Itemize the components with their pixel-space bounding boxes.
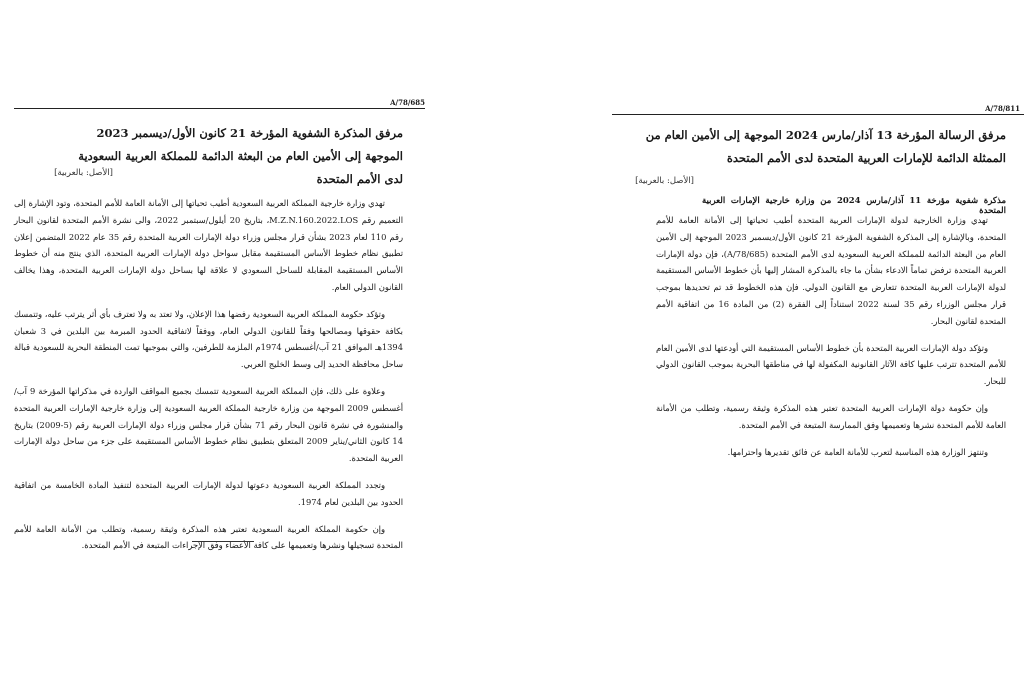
- original-language-note: [الأصل: بالعربية]: [54, 168, 113, 178]
- left-document-page: [0, 96, 425, 656]
- body-paragraph: وإن حكومة دولة الإمارات العربية المتحدة تعتبر هذه المذكرة وثيقة رسمية، وتطلب من الأمانة العامة للأمم المتحدة نشرها وتعميمها وفق الممارسة المتبعة في الأمم المتحدة.: [656, 402, 1006, 430]
- body-paragraph: تهدي وزارة خارجية المملكة العربية السعودية أطيب تحياتها إلى الأمانة العامة للأمم المتحدة، وتود الإشارة إلى التعميم رقم M.Z.N.160.2022.LOS، بتاريخ 20 أيلول/سبتمبر 2022، والى نشرة الأمم المتحدة لقانون البحار رقم 110 لعام 2023 بشأن قرار مجلس وزراء دولة الإمارات العربية المتحدة رقم 35 عام 2022 المتضمن إعلان تطبيق نظام خطوط الأساس المستقيمة مقابل سواحل دولة الإمارات العربية المتحدة، الذي ينتج منه أن خطوط الأساس المستقيمة المقابلة للساحل السعودي لا علاقة لها بساحل دولة الإمارات العربية المتحدة، وهذا يخالف القانون الدولي العام.: [14, 198, 403, 292]
- document-title: مرفق الرسالة المؤرخة 13 آذار/مارس 2024 الموجهة إلى الأمين العام من الممثلة الدائمة للإمارات العربية المتحدة لدى الأمم المتحدة: [645, 128, 1006, 165]
- body-paragraph: وعلاوة على ذلك، فإن المملكة العربية السعودية تتمسك بجميع المواقف الواردة في مذكراتها المؤرخة 9 آب/أغسطس 2009 الموجهة من وزارة خارجية المملكة العربية السعودية إلى وزارة خارجية الإمارات العربية المتحدة والمنشورة في نشرة قانون البحار رقم 71 بشأن قرار مجلس وزراء دولة الإمارات العربية رقم (5-2009) بتاريخ 14 كانون الثاني/يناير 2009 المتعلق بتطبيق نظام خطوط الأساس المستقيمة على جزء من ساحل دولة الإمارات العربية المتحدة.: [14, 385, 403, 464]
- document-title: مرفق المذكرة الشفوية المؤرخة 21 كانون الأول/ديسمبر 2023 الموجهة إلى الأمين العام من البعثة الدائمة للمملكة العربية السعودية لدى الأمم المتحدة: [78, 126, 403, 186]
- document-symbol: A/78/685: [390, 98, 425, 107]
- right-document-page: [612, 104, 1024, 574]
- original-language-note: [الأصل: بالعربية]: [635, 176, 694, 186]
- header-rule: [612, 114, 1024, 115]
- body-paragraph: تهدي وزارة الخارجية لدولة الإمارات العربية المتحدة أطيب تحياتها إلى الأمانة العامة للأمم المتحدة، وبالإشارة إلى المذكرة الشفوية المؤرخة 21 كانون الأول/ديسمبر 2023 الموجهة إلى الأمين العام من البعثة الدائمة للمملكة العربية السعودية لدى الأمم المتحدة (A/78/685)، فإن دولة الإمارات العربية المتحدة ترفض تماماً الادعاء بشأن ما جاء بالمذكرة المشار إليها بأن خطوط الأساس المستقيمة لدولة الإمارات العربية المتحدة تتعارض مع القانون الدولي. فإن هذه الخطوط قد تم تحديدها بموجب قرار مجلس الوزراء رقم 35 لسنة 2022 استناداً إلى الفقرة (2) من المادة 16 من اتفاقية الأمم المتحدة لقانون البحار.: [656, 215, 1007, 326]
- body-paragraph: وتؤكد حكومة المملكة العربية السعودية رفضها هذا الإعلان، ولا تعتد به ولا تعترف بأي أثر يترتب عليه، وتتمسك بكافة حقوقها ومصالحها وفقاً للقانون الدولي العام، ووفقاً لاتفاقية الحدود المبرمة بين البلدين في 3 شعبان 1394هـ الموافق 21 آب/أغسطس 1974م الملزمة للطرفين، والتي بموجبها تمت المنطقة البحرية للسعودية قبالة ساحل محافظة الحديد إلى وسط الخليج العربي.: [14, 308, 403, 370]
- body-paragraph: وتنتهز الوزارة هذه المناسبة لتعرب للأمانة العامة عن فائق تقديرها واحترامها.: [727, 446, 988, 457]
- body-paragraph: وتؤكد دولة الإمارات العربية المتحدة بأن خطوط الأساس المستقيمة التي أودعتها لدى الأمين العام للأمم المتحدة تترتب عليها كافة الآثار القانونية المكفولة لها في مناطقها البحرية بموجب القانون الدولي للبحار.: [656, 342, 1006, 387]
- note-subtitle: مذكرة شفوية مؤرخة 11 آذار/مارس 2024 من وزارة خارجية الإمارات العربية المتحدة: [702, 196, 1006, 216]
- document-body: [656, 212, 1006, 470]
- header-rule: [14, 108, 425, 109]
- body-paragraph: وتجدد المملكة العربية السعودية دعوتها لدولة الإمارات العربية المتحدة لتنفيذ المادة الخامسة من اتفاقية الحدود بين البلدين لعام 1974.: [14, 479, 403, 507]
- end-of-document-rule: [192, 541, 254, 542]
- body-paragraph: وإن حكومة المملكة العربية السعودية تعتبر هذه المذكرة وثيقة رسمية، وتطلب من الأمانة العامة للأمم المتحدة تسجيلها ونشرها وتعميمها على كافة الأعضاء وفق الإجراءات المتبعة في الأمم المتحدة.: [14, 523, 403, 551]
- document-body: [14, 195, 403, 564]
- document-symbol: A/78/811: [985, 104, 1020, 113]
